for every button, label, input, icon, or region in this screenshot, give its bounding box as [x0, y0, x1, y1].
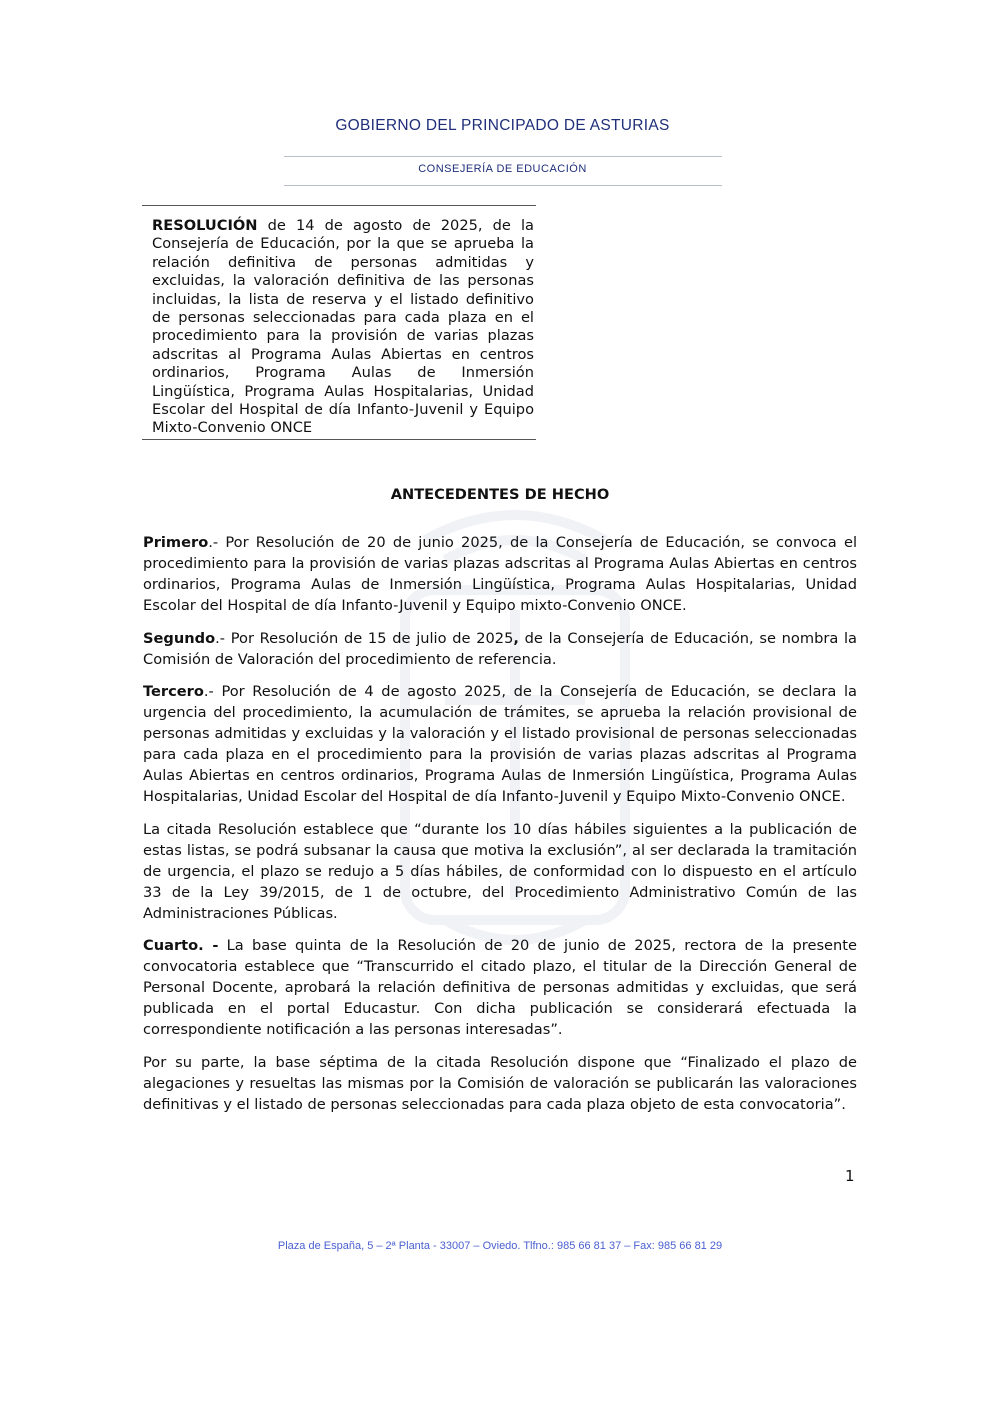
paragraph-segundo — [143, 629, 857, 671]
paragraph-primero — [143, 533, 857, 617]
paragraph-text: .- Por Resolución de 15 de julio de 2025 — [215, 629, 514, 647]
paragraph-text: .- Por Resolución de 4 de agosto 2025, de la Consejería de Educación, se declara la urgencia del procedimiento, la acumulación de trámites, se aprueba la relación provisional de personas admitidas y excluidas y la valoración y el listado provisional de personas seleccionadas para cada plaza en el procedimiento para la provisión de varias plazas adscritas al Programa Aulas Abiertas en centros ordinarios, Programa Aulas de Inmersión Lingüística, Programa Aulas Hospitalarias, Unidad Escolar del Hospital de día Infanto-Juvenil y Equipo Mixto-Convenio ONCE. — [143, 683, 857, 805]
department-name: CONSEJERÍA DE EDUCACIÓN — [418, 163, 587, 175]
paragraph-tercero — [143, 682, 857, 807]
paragraph-text: .- Por Resolución de 20 de junio 2025, de la Consejería de Educación, se convoca el procedimiento para la provisión de varias plazas adscritas al Programa Aulas Abiertas en centros ordinarios, Programa Aulas de Inmersión Lingüística, Programa Aulas Hospitalarias, Unidad Escolar del Hospital de día Infanto-Juvenil y Equipo mixto-Convenio ONCE. — [143, 534, 857, 614]
resolution-text — [152, 217, 534, 438]
section-heading: ANTECEDENTES DE HECHO — [390, 486, 610, 503]
paragraph-cuarto — [143, 936, 857, 1041]
paragraph-lead: Cuarto. - — [143, 937, 219, 955]
paragraph-citada — [143, 820, 857, 925]
paragraph-lead: Segundo — [143, 629, 216, 647]
paragraph-text: de la Consejería de Educación, se nombra la Comisión de Valoración del procedimiento de referencia. — [143, 629, 857, 668]
paragraph-text: La citada Resolución establece que “durante los 10 días hábiles siguientes a la publicación de estas listas, se podrá subsanar la causa que motiva la exclusión”, al ser declarada la tramitación de urgencia, el plazo se redujo a 5 días hábiles, de conformidad con lo dispuesto en el artículo 33 de la Ley 39/2015, de 1 de octubre, del Procedimiento Administrativo Común de las Administraciones Públicas. — [143, 820, 857, 922]
header-rule-top — [284, 156, 722, 157]
paragraph-text: Por su parte, la base séptima de la citada Resolución dispone que “Finalizado el plazo de alegaciones y resueltas las mismas por la Comisión de valoración se publicarán las valoraciones definitivas y el listado de personas seleccionadas para cada plaza objeto de esta convocatoria”. — [143, 1053, 857, 1113]
paragraph-text: La base quinta de la Resolución de 20 de junio de 2025, rectora de la presente convocatoria establece que “Transcurrido el citado plazo, el titular de la Dirección General de Personal Docente, aprobará la relación definitiva de personas admitidas y excluidas, que será publicada en el portal Educastur. Con dicha publicación se considerará efectuada la correspondiente notificación a las personas interesadas”. — [143, 937, 857, 1039]
page-number: 1 — [845, 1167, 855, 1185]
government-title: GOBIERNO DEL PRINCIPADO DE ASTURIAS — [335, 117, 670, 134]
paragraph-lead: Primero — [143, 534, 209, 551]
document-body — [143, 533, 857, 1128]
bold-comma: , — [513, 629, 519, 647]
resolution-lead: RESOLUCIÓN — [152, 217, 258, 234]
header-rule-bottom — [284, 185, 722, 186]
resolution-body: de 14 de agosto de 2025, de la Consejería de Educación, por la que se aprueba la relación definitiva de personas admitidas y excluidas, la valoración definitiva de las personas incluidas, la lista de reserva y el listado definitivo de personas seleccionadas para cada plaza en el procedimiento para la provisión de varias plazas adscritas al Programa Aulas Abiertas en centros ordinarios, Programa Aulas de Inmersión Lingüística, Programa Aulas Hospitalarias, Unidad Escolar del Hospital de día Infanto-Juvenil y Equipo Mixto-Convenio ONCE — [152, 217, 534, 437]
resolution-box — [142, 205, 536, 440]
footer-address: Plaza de España, 5 – 2ª Planta - 33007 – Oviedo. Tlfno.: 985 66 81 37 – Fax: 985 66 81 29 — [277, 1240, 723, 1252]
paragraph-por-su-parte — [143, 1053, 857, 1116]
paragraph-lead: Tercero — [143, 683, 204, 701]
